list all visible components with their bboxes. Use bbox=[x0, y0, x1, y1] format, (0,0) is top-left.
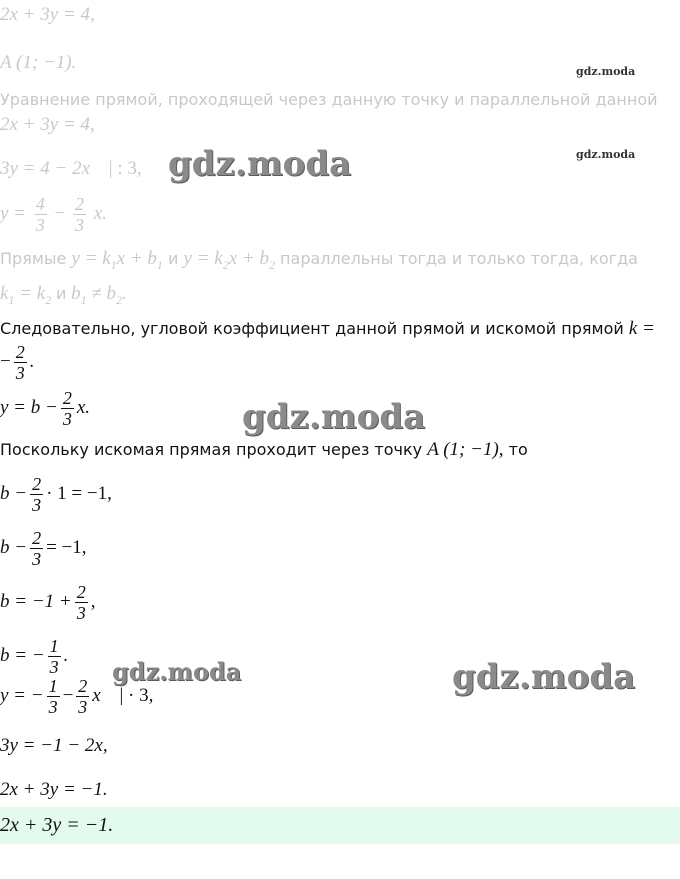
equation-line bbox=[0, 735, 108, 757]
watermark-logo: gdz.moda bbox=[168, 144, 352, 184]
equation-text: b = − bbox=[0, 644, 45, 666]
subscript: 1 bbox=[80, 292, 87, 307]
fraction-denominator: 3 bbox=[15, 363, 25, 383]
fraction-numerator: 2 bbox=[62, 388, 72, 408]
fraction-numerator: 2 bbox=[76, 582, 86, 602]
task-line bbox=[0, 90, 658, 109]
fraction-numerator: 2 bbox=[74, 194, 84, 214]
equation-text: y = b − bbox=[0, 396, 58, 418]
equation-text: y = bbox=[0, 202, 27, 224]
fraction-denominator: 3 bbox=[74, 215, 84, 235]
fraction-numerator: 2 bbox=[78, 676, 88, 696]
fraction bbox=[34, 194, 47, 235]
subscript: 2 bbox=[222, 257, 229, 272]
equation-text: x + b bbox=[228, 248, 269, 269]
equation-text: − bbox=[62, 684, 74, 706]
fraction bbox=[76, 676, 89, 717]
fraction-denominator: 3 bbox=[48, 697, 58, 717]
condition-text: и bbox=[168, 249, 179, 268]
equation-text: 3y = 4 − 2x bbox=[0, 158, 91, 179]
watermark-logo: gdz.moda bbox=[112, 657, 242, 686]
equation-text: x bbox=[92, 684, 101, 706]
point-text: A (1; −1). bbox=[0, 52, 77, 73]
equation-text: 2x + 3y = 4, bbox=[0, 4, 95, 25]
fraction-denominator: 3 bbox=[32, 549, 42, 569]
equation-text: b = −1 + bbox=[0, 590, 72, 612]
equation-line bbox=[0, 582, 95, 623]
fraction bbox=[73, 194, 86, 235]
fraction-numerator: 1 bbox=[49, 636, 59, 656]
equation-line bbox=[0, 342, 34, 383]
fraction-denominator: 3 bbox=[49, 657, 59, 677]
condition-text: Прямые bbox=[0, 249, 67, 268]
equation-text: , bbox=[90, 590, 96, 612]
equation-text: y = k bbox=[183, 248, 223, 269]
subscript: 2 bbox=[116, 292, 123, 307]
point-line bbox=[0, 52, 76, 74]
equation-line bbox=[0, 158, 142, 180]
fraction-denominator: 3 bbox=[62, 409, 72, 429]
condition-line bbox=[0, 283, 127, 308]
fraction-numerator: 2 bbox=[15, 342, 25, 362]
solution-line bbox=[0, 318, 655, 340]
equation-text: − bbox=[54, 202, 66, 224]
equation-line bbox=[0, 779, 108, 801]
fraction bbox=[14, 342, 27, 383]
condition-text: параллельны тогда и только тогда, когда bbox=[280, 249, 638, 268]
condition-text: и bbox=[55, 284, 67, 303]
equation-text: | · 3, bbox=[119, 684, 154, 706]
solution-text: то bbox=[508, 440, 528, 459]
equation-text: x + b bbox=[116, 248, 157, 269]
fraction-numerator: 4 bbox=[35, 194, 45, 214]
fraction bbox=[47, 676, 60, 717]
equation-line bbox=[0, 474, 112, 515]
equation-text: k = bbox=[628, 318, 655, 339]
watermark-logo: gdz.moda bbox=[242, 397, 426, 437]
watermark-logo: gdz.moda bbox=[576, 148, 636, 161]
fraction-denominator: 3 bbox=[32, 495, 42, 515]
watermark-logo: gdz.moda bbox=[576, 65, 636, 78]
equation-text: = k bbox=[14, 283, 46, 304]
watermark-logo: gdz.moda bbox=[452, 657, 636, 697]
subscript: 1 bbox=[156, 257, 163, 272]
equation-line bbox=[0, 528, 87, 569]
equation-text: = −1, bbox=[46, 536, 87, 558]
equation-line bbox=[0, 4, 95, 26]
equation-text: A (1; −1), bbox=[427, 439, 504, 460]
fraction bbox=[75, 582, 88, 623]
condition-line bbox=[0, 248, 638, 273]
equation-line bbox=[0, 194, 107, 235]
equation-text: y = k bbox=[71, 248, 111, 269]
equation-text: y = − bbox=[0, 684, 44, 706]
equation-text: b − bbox=[0, 482, 28, 504]
task-text: Уравнение прямой, проходящей через данную точку и параллельной данной bbox=[0, 90, 658, 109]
fraction bbox=[48, 636, 61, 677]
equation-text: − bbox=[0, 350, 11, 372]
fraction-numerator: 2 bbox=[32, 474, 42, 494]
solution-text: Следовательно, угловой коэффициент данной прямой и искомой прямой bbox=[0, 319, 624, 338]
fraction-numerator: 2 bbox=[32, 528, 42, 548]
equation-text: . bbox=[122, 283, 127, 304]
equation-text: x. bbox=[93, 202, 107, 224]
subscript: 2 bbox=[268, 257, 275, 272]
equation-line bbox=[0, 388, 90, 429]
equation-line bbox=[0, 636, 68, 677]
fraction bbox=[30, 528, 43, 569]
equation-text: x. bbox=[76, 396, 91, 418]
fraction-denominator: 3 bbox=[78, 697, 88, 717]
subscript: 1 bbox=[8, 292, 15, 307]
answer-line bbox=[0, 814, 113, 837]
fraction bbox=[30, 474, 43, 515]
solution-line bbox=[0, 439, 528, 461]
equation-text: k bbox=[0, 283, 9, 304]
subscript: 1 bbox=[110, 257, 117, 272]
equation-text: b − bbox=[0, 536, 28, 558]
equation-text: 2x + 3y = −1. bbox=[0, 779, 108, 800]
equation-text: b bbox=[71, 283, 81, 304]
solution-text: Поскольку искомая прямая проходит через точку bbox=[0, 440, 423, 459]
fraction-numerator: 1 bbox=[48, 676, 58, 696]
equation-text: 3y = −1 − 2x, bbox=[0, 735, 108, 756]
equation-text: · 1 = −1, bbox=[46, 482, 112, 504]
equation-text: 2x + 3y = 4, bbox=[0, 114, 95, 135]
answer-text: 2x + 3y = −1. bbox=[0, 814, 114, 836]
equation-text: . bbox=[29, 350, 35, 372]
equation-line bbox=[0, 114, 95, 136]
fraction-denominator: 3 bbox=[35, 215, 45, 235]
equation-text: ≠ b bbox=[86, 283, 117, 304]
subscript: 2 bbox=[45, 292, 52, 307]
fraction bbox=[61, 388, 74, 429]
equation-text: | : 3, bbox=[108, 158, 142, 179]
fraction-denominator: 3 bbox=[76, 603, 86, 623]
equation-text: . bbox=[63, 644, 69, 666]
